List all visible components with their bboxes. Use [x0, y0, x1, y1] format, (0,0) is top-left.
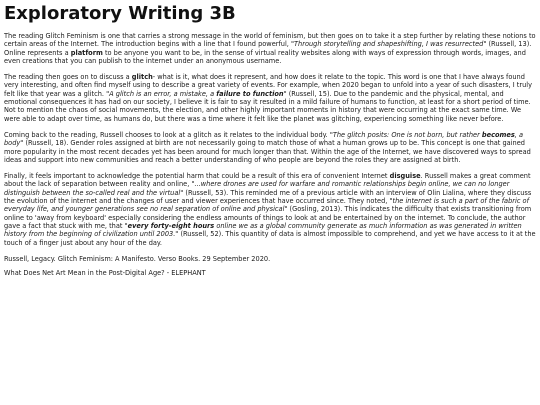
p1-text-a: The reading Glitch Feminism is one that carries a strong message in the world of feminism, but then goes on to take it a step further by relating these notions to certain areas of the Internet. The introduction begins with a line that I found powerful,	[4, 32, 536, 49]
p3-quote-end: , a body"	[4, 130, 524, 148]
p3-text-a: Coming back to the reading, Russell chooses to look at a glitch as it relates to the individual body.	[4, 130, 330, 139]
citation-2: What Does Net Art Mean in the Post-Digital Age? - ELEPHANT	[4, 269, 206, 278]
p2-text-c: (Russell, 15). Due to the pandemic and the physical, mental, and emotional consequences it has had on our society, I believe it is fair to say it resulted in a mild failure of humans to function, at least for a short period of time. Not to mention the chaos of social movements, the election, and other highly important moments in history that were occurring at the exact same time. We were able to adapt over time, as humans do, but there was a time where it felt like the planet was glitching, experiencing something like never before.	[4, 89, 531, 123]
p2-quote-end: "	[283, 89, 287, 98]
p4-quote-3-end: online we as a global community generate as much information as was generated in written history from the beginning of civilization until 2003."	[4, 221, 522, 239]
p4-bold-forty-eight: every forty-eight hours	[127, 221, 215, 230]
p4-bold-disguise: disguise	[389, 172, 421, 181]
p2-bold-glitch: glitch	[131, 73, 153, 82]
p1-text-c: to be anyone you want to be, in the sense of virtual reality websites along with ways of expression through words, images, and even creations that you can publish to the internet under an anonymous username.	[4, 48, 526, 65]
p4-text-b: . Russell makes a great comment about the lack of separation between reality and online,	[4, 172, 531, 189]
paragraph-2	[4, 73, 536, 123]
p3-bold-becomes: becomes	[481, 130, 515, 139]
p2-text-b: - what is it, what does it represent, and how does it relate to the topic. This word is one that I have always found very interesting, and often find myself using to describe a great variety of events. For example, when 2020 began to unfold into a year of such disasters, I truly felt like that year was a glitch.	[4, 73, 532, 98]
paragraph-1	[4, 32, 536, 65]
p4-text-c: (Russell, 53). This reminded me of a previous article with an interview of Olin Lialina, where they discuss the evolution of the internet and the changes of user and viewer experiences that have occurred since. They noted,	[4, 188, 532, 206]
p4-text-a: Finally, it feels important to acknowledge the potential harm that could be a result of this era of convenient Internet	[4, 172, 390, 181]
p4-quote-3-start: "	[124, 221, 128, 230]
p3-quote-start: "The glitch posits: One is not born, but rather	[329, 130, 482, 139]
p4-quote-2: "the internet is such a part of the fabric of everyday life, and younger generations see no real separation of online and physical"	[4, 197, 529, 214]
p2-quote	[106, 90, 287, 98]
p4-text-d: (Gosling, 2013). This indicates the difficulty that exists transitioning from online to 'away from keyboard' especially considering the endless amounts of things to look at and be entertained by on the internet. To conclude, the author gave a fact that stuck with me, that	[4, 205, 532, 230]
p2-bold-failure: failure to function	[216, 89, 284, 98]
p4-text-e: (Russell, 52). This quantity of data is almost impossible to comprehend, and yet we have access to it at the touch of a finger just about any hour of the day.	[4, 230, 536, 247]
p1-quote: "Through storytelling and shapeshifting, I was resurrected"	[291, 40, 487, 49]
p4-quote-1: "...where drones are used for warfare and romantic relationships begin online, we can no longer distinguish between the so-called real and the virtual"	[4, 180, 510, 197]
p2-quote-start: "A glitch is an error, a mistake, a	[106, 89, 217, 98]
p1-bold-platform: platform	[70, 48, 103, 57]
citation-1: Russell, Legacy. Glitch Feminism: A Manifesto. Verso Books. 29 September 2020.	[4, 254, 271, 263]
paragraph-3	[4, 131, 536, 164]
p1-text-b: (Russell, 13). Online represents a	[4, 40, 532, 57]
page-title: Exploratory Writing 3B	[4, 3, 236, 24]
p2-text-a: The reading then goes on to discuss a	[4, 73, 132, 82]
p3-text-b: (Russell, 18). Gender roles assigned at birth are not necessarily going to match those of what a human grows up to be. This concept is one that gained more popularity in the most recent decades yet has been around for much longer than that. Within the age of the Internet, we have discovered ways to spread ideas and support into new communities and reach a better understanding of who people are beyond the roles they are assigned at birth.	[4, 139, 531, 164]
paragraph-4	[4, 172, 536, 247]
